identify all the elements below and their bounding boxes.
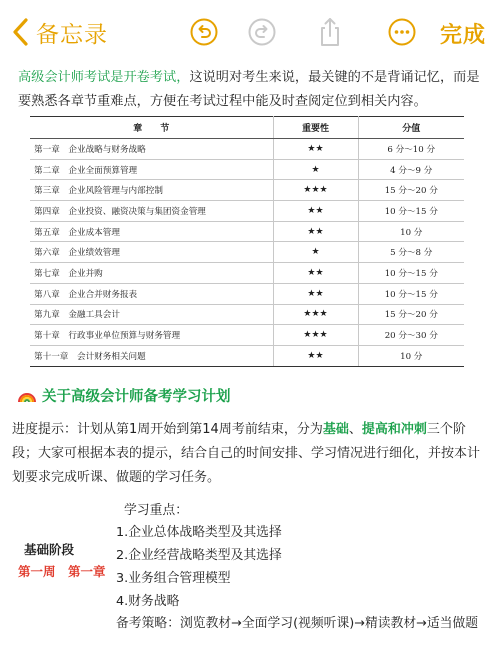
score-cell: 15 分～20 分 bbox=[358, 304, 464, 325]
importance-cell: ★★ bbox=[273, 283, 358, 304]
undo-button[interactable] bbox=[188, 16, 220, 48]
header-importance: 重要性 bbox=[273, 117, 358, 139]
score-cell: 10 分～15 分 bbox=[358, 201, 464, 222]
chapter-cell: 第六章 企业绩效管理 bbox=[30, 242, 273, 263]
chevron-left-icon bbox=[12, 17, 30, 47]
nav-bar bbox=[0, 0, 500, 64]
chapter-cell: 第四章 企业投资、融资决策与集团资金管理 bbox=[30, 201, 273, 222]
table-row bbox=[30, 159, 464, 180]
back-label: 备忘录 bbox=[36, 21, 108, 48]
score-cell: 15 分～20 分 bbox=[358, 180, 464, 201]
week-label: 第一周 第一章 bbox=[18, 564, 106, 579]
stage-improve: 提高和冲刺 bbox=[361, 422, 427, 437]
chapter-cell: 第十章 行政事业单位预算与财务管理 bbox=[30, 325, 273, 346]
header-score: 分值 bbox=[358, 117, 464, 139]
score-cell: 10 分 bbox=[358, 221, 464, 242]
table-row bbox=[30, 139, 464, 160]
importance-cell: ★ bbox=[273, 159, 358, 180]
chapter-cell: 第五章 企业成本管理 bbox=[30, 221, 273, 242]
progress-paragraph bbox=[12, 418, 490, 490]
focus-list bbox=[116, 521, 282, 613]
rainbow-icon bbox=[18, 389, 36, 403]
table-row bbox=[30, 221, 464, 242]
importance-cell: ★★ bbox=[273, 221, 358, 242]
score-cell: 10 分～15 分 bbox=[358, 283, 464, 304]
intro-paragraph bbox=[18, 66, 486, 114]
stage-separator: 、 bbox=[348, 422, 362, 437]
chapter-cell: 第十一章 会计财务相关问题 bbox=[30, 345, 273, 366]
table-header-row bbox=[30, 117, 464, 139]
table-row bbox=[30, 242, 464, 263]
chapter-cell: 第二章 企业全面预算管理 bbox=[30, 159, 273, 180]
header-chapter: 章 节 bbox=[30, 117, 273, 139]
importance-cell: ★★ bbox=[273, 345, 358, 366]
table-row bbox=[30, 201, 464, 222]
table-row bbox=[30, 304, 464, 325]
redo-icon bbox=[247, 17, 277, 47]
table-row bbox=[30, 325, 464, 346]
progress-prefix: 进度提示：计划从第1周开始到第14周考前结束，分为 bbox=[12, 422, 323, 437]
importance-cell: ★★ bbox=[273, 201, 358, 222]
stage-basic: 基础 bbox=[322, 422, 349, 437]
strategy-text: 备考策略：浏览教材→全面学习(视频听课)→精读教材→适当做题 bbox=[116, 616, 479, 631]
table-row bbox=[30, 345, 464, 366]
score-cell: 10 分～15 分 bbox=[358, 263, 464, 284]
progress-suffix: 三个阶段；大家可根据本表的提示，结合自己的时间安排、学习情况进行细化，并按本计划要求完成听课、做题的学习任务。 bbox=[12, 422, 481, 485]
score-cell: 10 分 bbox=[358, 345, 464, 366]
plan-heading bbox=[18, 385, 231, 406]
intro-highlight: 高级会计师考试是开卷考试， bbox=[18, 70, 190, 85]
redo-button[interactable] bbox=[246, 16, 278, 48]
undo-icon bbox=[189, 17, 219, 47]
chapter-cell: 第八章 企业合并财务报表 bbox=[30, 283, 273, 304]
table-row bbox=[30, 263, 464, 284]
more-button[interactable] bbox=[386, 16, 418, 48]
score-cell: 20 分～30 分 bbox=[358, 325, 464, 346]
chapter-cell: 第三章 企业风险管理与内部控制 bbox=[30, 180, 273, 201]
focus-item: 3.业务组合管理模型 bbox=[116, 571, 231, 586]
chapter-cell: 第七章 企业并购 bbox=[30, 263, 273, 284]
importance-cell: ★★ bbox=[273, 263, 358, 284]
score-cell: 6 分～10 分 bbox=[358, 139, 464, 160]
score-cell: 5 分～8 分 bbox=[358, 242, 464, 263]
chapter-table bbox=[30, 116, 464, 367]
focus-item: 4.财务战略 bbox=[116, 594, 180, 609]
stage-label: 基础阶段 bbox=[24, 542, 75, 557]
chapter-cell: 第九章 金融工具会计 bbox=[30, 304, 273, 325]
importance-cell: ★★★ bbox=[273, 180, 358, 201]
table-row bbox=[30, 283, 464, 304]
back-button[interactable] bbox=[12, 14, 108, 50]
more-icon bbox=[387, 17, 417, 47]
focus-item: 2.企业经营战略类型及其选择 bbox=[116, 548, 282, 563]
plan-heading-text: 关于高级会计师备考学习计划 bbox=[42, 389, 231, 405]
intro-text: 这说明对考生来说，最关键的不是背诵记忆，而是要熟悉各章节重难点，方便在考试过程中能及时查阅定位到相关内容。 bbox=[18, 70, 480, 109]
score-cell: 4 分～9 分 bbox=[358, 159, 464, 180]
share-icon bbox=[316, 16, 344, 48]
importance-cell: ★★ bbox=[273, 139, 358, 160]
table-row bbox=[30, 180, 464, 201]
focus-item: 1.企业总体战略类型及其选择 bbox=[116, 525, 282, 540]
focus-title: 学习重点： bbox=[124, 503, 188, 518]
importance-cell: ★★★ bbox=[273, 325, 358, 346]
importance-cell: ★★★ bbox=[273, 304, 358, 325]
chapter-cell: 第一章 企业战略与财务战略 bbox=[30, 139, 273, 160]
done-button[interactable]: 完成 bbox=[439, 23, 486, 48]
importance-cell: ★ bbox=[273, 242, 358, 263]
share-button[interactable] bbox=[314, 16, 346, 48]
